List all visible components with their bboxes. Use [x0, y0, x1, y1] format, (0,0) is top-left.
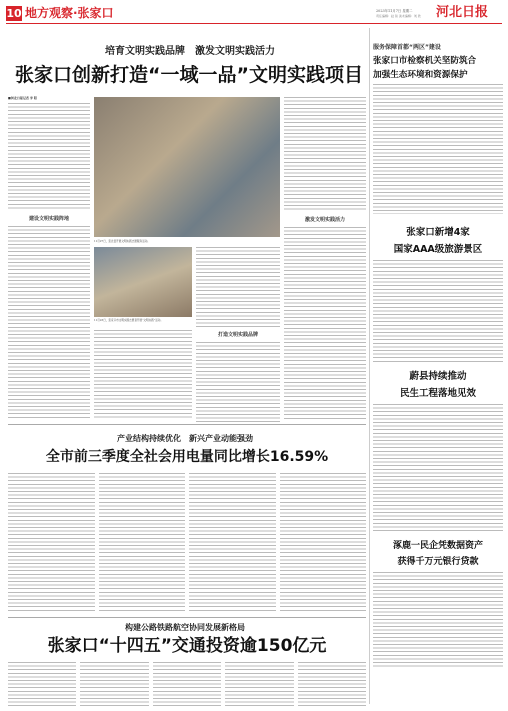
- body-text-column: [153, 662, 221, 706]
- body-text-block: [373, 404, 503, 532]
- body-text-block: [373, 260, 503, 362]
- body-text-block: [8, 226, 90, 420]
- body-text-block: [284, 227, 366, 419]
- body-text-column: [225, 662, 293, 706]
- body-text-block: [8, 103, 90, 211]
- page-number: 10: [6, 7, 22, 20]
- body-text-block: [284, 97, 366, 212]
- masthead: [0, 0, 508, 26]
- bottom-article-rule: [8, 617, 366, 618]
- top-article-body-lower: [196, 247, 280, 420]
- subhead-3: 激发文明实践活力: [304, 217, 345, 223]
- body-text-block: [196, 247, 280, 327]
- right-article3-line1: 蔚县持续推动: [409, 371, 467, 382]
- body-text-column: [8, 473, 95, 613]
- right-article2-line2: 国家AAA级旅游景区: [393, 244, 483, 255]
- body-text-column: [8, 662, 76, 706]
- body-text-column: [189, 473, 276, 613]
- logo: 河北日报: [436, 5, 489, 20]
- photo-caption-2: 11月23日，张家口市文明实践志愿者开展“文明实践”活动。: [94, 319, 163, 322]
- bottom-article-body: [8, 662, 366, 706]
- right-article3-line2: 民生工程落地见效: [399, 388, 476, 399]
- photo-caption-1: 11月27日，张北县开展文明实践志愿服务活动。: [94, 240, 150, 243]
- masthead-rule: [6, 23, 502, 24]
- top-article-body-left: [8, 96, 90, 420]
- subhead-1: 建设文明实践阵地: [28, 216, 69, 222]
- photo-volunteers: [94, 97, 280, 237]
- mid-article-headline: 全市前三季度全社会用电量同比增长16.59%: [45, 449, 329, 465]
- body-text-column: [80, 662, 148, 706]
- mid-article-rule: [8, 424, 366, 425]
- right-kicker: 服务保障首都“两区”建设: [373, 44, 441, 51]
- body-text-column: [280, 473, 367, 613]
- right-article2-line1: 张家口新增4家: [406, 227, 470, 238]
- body-text-block: [373, 572, 503, 667]
- right-headline-line2: 加强生态环境和资源保护: [373, 70, 468, 80]
- right-article4-line2: 获得千万元银行贷款: [397, 557, 479, 567]
- bottom-article-kicker: 构建公路铁路航空协同发展新格局: [125, 623, 245, 632]
- mid-article-kicker: 产业结构持续优化 新兴产业动能强劲: [117, 434, 253, 443]
- section-title: 地方观察·张家口: [25, 6, 114, 20]
- photo-activity: [94, 247, 192, 317]
- top-article-headline: 张家口创新打造“一域一品”文明实践项目: [15, 64, 363, 86]
- body-text-column: [99, 473, 186, 613]
- right-headline-line1: 张家口市检察机关坚防筑合: [373, 56, 477, 66]
- subhead-2: 打造文明实践品牌: [217, 332, 258, 338]
- editor-line: 责任编辑：赵 铁 美术编辑：刘 欣: [376, 14, 421, 18]
- body-text-column: [298, 662, 366, 706]
- column-divider: [369, 28, 370, 704]
- right-article4-line1: 涿鹿一民企凭数据资产: [392, 541, 483, 551]
- body-text-block: [196, 342, 280, 422]
- top-article-body-lower2: [94, 330, 192, 420]
- top-article-kicker: 培育文明实践品牌 激发文明实践活力: [105, 46, 275, 57]
- date-line: 2023年11月7日 星期二: [376, 9, 413, 13]
- body-text-block: [373, 84, 503, 214]
- top-article-body-mid: [284, 97, 366, 420]
- right-column: [373, 28, 503, 704]
- body-text-block: [94, 330, 192, 420]
- mid-article-body: [8, 473, 366, 613]
- bottom-article-headline: 张家口“十四五”交通投资逾150亿元: [47, 636, 327, 656]
- byline: ■河北日报记者 李 阳: [8, 96, 37, 100]
